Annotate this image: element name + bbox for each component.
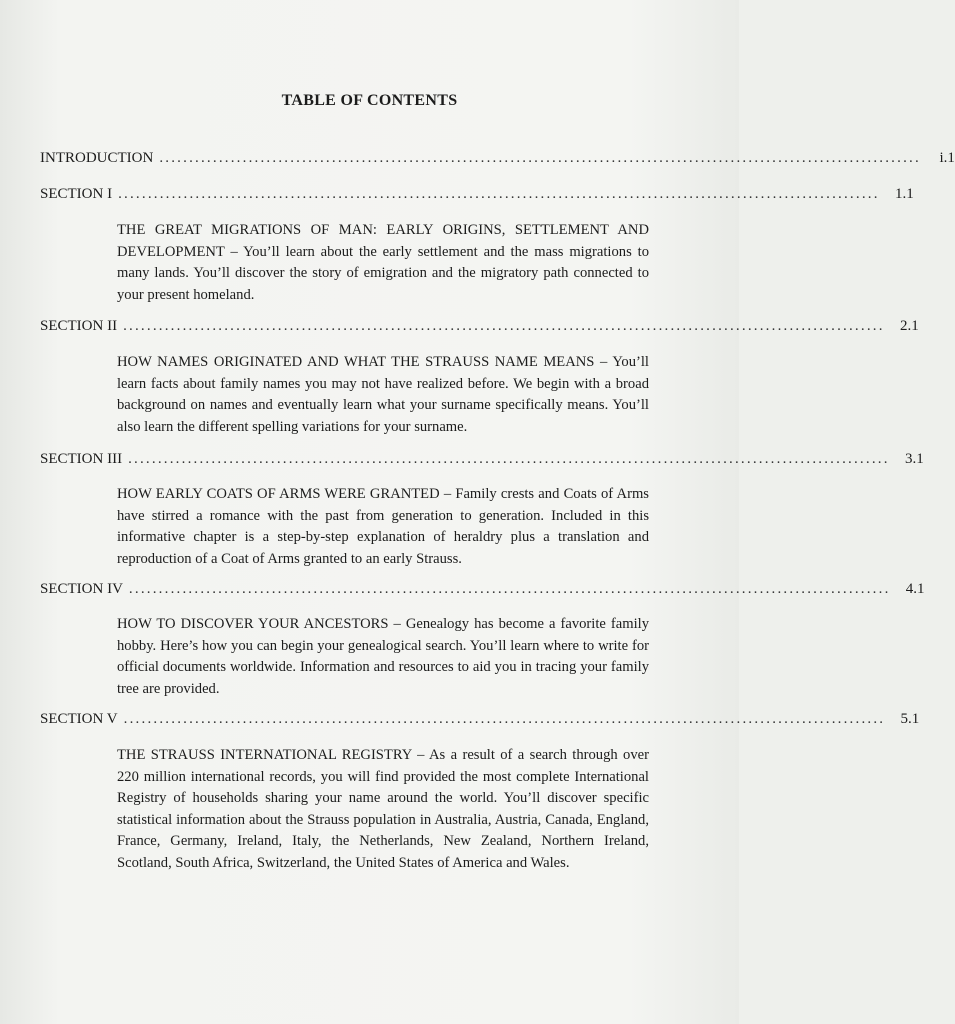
page-title: TABLE OF CONTENTS	[281, 92, 458, 109]
toc-entry-label: SECTION II	[40, 318, 118, 334]
dot-leader: ................................................................................................................................	[128, 451, 890, 467]
toc-entry-page: 3.1	[904, 451, 924, 467]
section-2-description: HOW NAMES ORIGINATED AND WHAT THE STRAUSS NAME MEANS – You’ll learn facts about family names you may not have realized before. We begin with a broad background on names and eventually learn what your surname specifically means. You’ll also learn the different spelling variations for your surname.	[117, 354, 649, 435]
toc-entry-page: i.1	[939, 150, 955, 166]
toc-entry-label: SECTION I	[40, 186, 113, 202]
toc-entry-page: 4.1	[905, 581, 925, 597]
dot-leader: ................................................................................................................................	[118, 186, 880, 202]
toc-entry-section-5[interactable]	[40, 711, 920, 731]
toc-entry-label: SECTION IV	[40, 581, 123, 597]
section-5-description: THE STRAUSS INTERNATIONAL REGISTRY – As a result of a search through over 220 million international records, you will find provided the most complete International Registry of households sharing your name around the world. You’ll discover specific statistical information about the Strauss population in Australia, Austria, Canada, England, France, Germany, Ireland, Italy, the Netherlands, New Zealand, Northern Ireland, Scotland, South Africa, Switzerland, the United States of America and Wales.	[117, 747, 649, 871]
toc-entry-section-1[interactable]	[40, 186, 914, 206]
section-1-description: THE GREAT MIGRATIONS OF MAN: EARLY ORIGINS, SETTLEMENT AND DEVELOPMENT – You’ll learn about the early settlement and the mass migrations to many lands. You’ll discover the story of emigration and the migratory path connected to your present homeland.	[117, 222, 649, 303]
section-4-description: HOW TO DISCOVER YOUR ANCESTORS – Genealogy has become a favorite family hobby. Here’s how you can begin your genealogical search. You’ll learn where to write for official documents worldwide. Information and resources to aid you in tracing your family tree are provided.	[117, 616, 649, 697]
toc-entry-page: 1.1	[894, 186, 914, 202]
toc-entry-label: SECTION III	[40, 451, 123, 467]
toc-entry-page: 5.1	[900, 711, 920, 727]
toc-entry-section-4[interactable]	[40, 581, 925, 601]
toc-entry-label: INTRODUCTION	[40, 150, 154, 166]
toc-entry-introduction[interactable]	[40, 150, 955, 170]
toc-entry-page: 2.1	[899, 318, 919, 334]
toc-entry-label: SECTION V	[40, 711, 118, 727]
toc-entry-section-2[interactable]	[40, 318, 919, 338]
toc-entry-section-3[interactable]	[40, 451, 924, 471]
dot-leader: ................................................................................................................................	[123, 711, 886, 727]
dot-leader: ................................................................................................................................	[123, 318, 885, 334]
section-3-description: HOW EARLY COATS OF ARMS WERE GRANTED – Family crests and Coats of Arms have stirred a romance with the past from generation to generation. Included in this informative chapter is a step-by-step explanation of heraldry plus a translation and reproduction of a Coat of Arms granted to an early Strauss.	[117, 486, 649, 567]
dot-leader: ................................................................................................................................	[128, 581, 891, 597]
dot-leader: ................................................................................................................................	[159, 150, 921, 166]
